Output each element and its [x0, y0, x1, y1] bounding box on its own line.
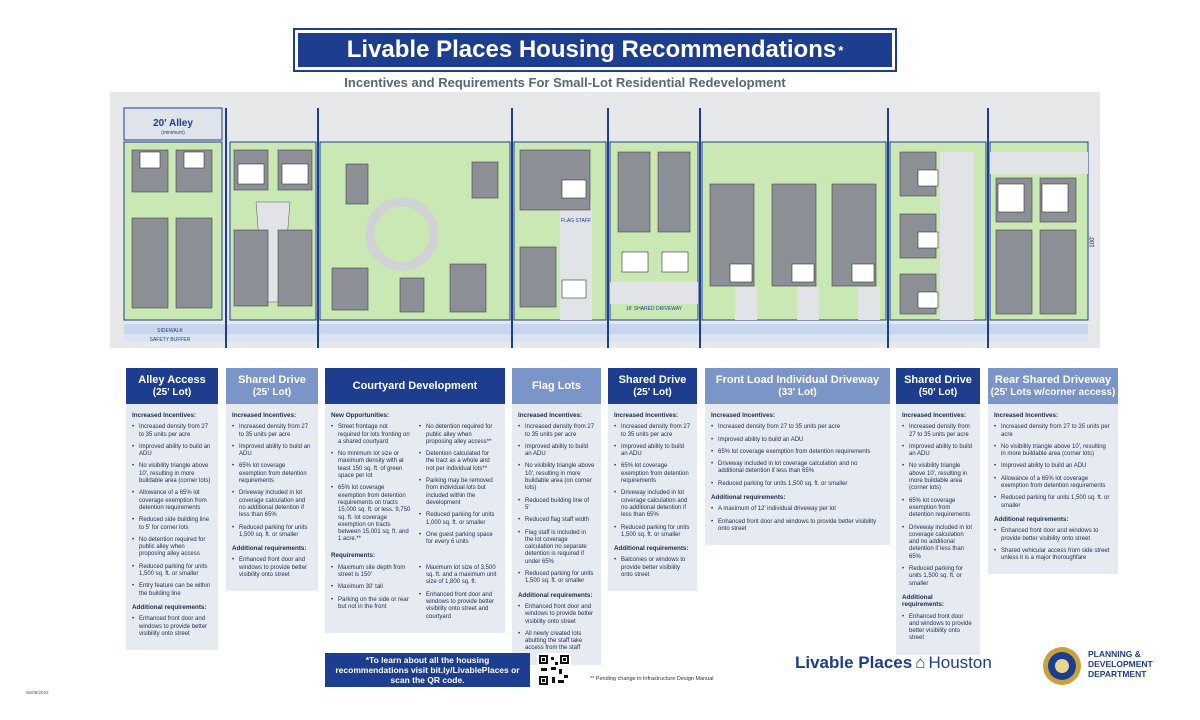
- recommendation-card: [512, 368, 601, 665]
- card-title: Shared Drive: [618, 373, 687, 386]
- requirements-heading: Additional requirements:: [518, 591, 593, 599]
- driveway-rear: [990, 152, 1088, 174]
- card-header: [126, 368, 218, 404]
- recommendation-card: [226, 368, 318, 591]
- column: [419, 565, 499, 627]
- card-body: [126, 404, 218, 650]
- qr-finder-dot: [542, 679, 545, 682]
- recommendation-card: [325, 368, 505, 633]
- building: [472, 162, 498, 198]
- requirement-list: [711, 506, 884, 533]
- card-title: Shared Drive: [238, 373, 306, 386]
- garage-icon: [184, 152, 204, 168]
- qr-module: [555, 662, 558, 665]
- requirement-list: [994, 528, 1112, 562]
- opportunity-item: • Parking may be removed from individual lots but included within the development: [419, 478, 499, 507]
- card-body: [608, 404, 697, 591]
- incentive-item: • No visibility triangle above 10', resulting in more buildable area (on corner lots): [518, 463, 595, 492]
- card-header: [988, 368, 1118, 404]
- card-header: [226, 368, 318, 404]
- requirement-item: • Enhanced front door and windows to provide better visibility onto street and courtyard: [419, 592, 499, 621]
- card-title: Alley Access: [138, 373, 206, 386]
- shared-driveway-label: 16' SHARED DRIVEWAY: [625, 306, 683, 312]
- livable-places-logo: [795, 653, 992, 673]
- requirement-item: • Enhanced front door and windows to provide better visibility onto street: [232, 557, 312, 579]
- card-subtitle: (25' Lot): [152, 386, 192, 398]
- incentive-item: • Driveway included in lot coverage calculation and no additional detention if less than 65%: [711, 461, 884, 476]
- garage-icon: [852, 264, 874, 282]
- card-body: [325, 404, 505, 633]
- title-text: Livable Places Housing Recommendations: [346, 36, 837, 63]
- incentives-heading: Increased Incentives:: [902, 412, 967, 419]
- requirement-item: • Enhanced front door and windows to provide better visibility onto street: [518, 604, 595, 626]
- card-subtitle: (50' Lot): [918, 386, 958, 398]
- requirements-columns: [331, 565, 499, 627]
- alley-label: 20' Alley: [153, 118, 193, 129]
- date-stamp: 06/08/2023: [26, 690, 49, 695]
- opportunity-item: • 65% lot coverage exemption from detention requirements on tracts 15,000 sq. ft. or less. 9,750 sq. ft. lot coverage exemption on tracts between 15,001 sq. ft. and 1 acre.**: [331, 485, 411, 543]
- pending-footnote: ** Pending change in Infrastructure Design Manual: [590, 676, 714, 682]
- requirement-list: [902, 614, 974, 643]
- qr-module: [551, 667, 556, 670]
- requirements-heading: Additional requirements:: [994, 515, 1069, 523]
- requirement-list: [419, 565, 499, 621]
- incentive-item: • Improved ability to build an ADU: [132, 444, 212, 459]
- opportunities-columns: [331, 424, 499, 552]
- requirement-item: • Enhanced front door and windows to provide better visibility onto street: [132, 616, 212, 638]
- city-seal-icon: [1042, 646, 1082, 686]
- opportunity-item: • Reduced parking for units 1,000 sq. ft. or smaller: [419, 512, 499, 527]
- incentive-item: • Reduced flag staff width: [518, 517, 595, 524]
- requirements-heading: Additional requirements:: [232, 545, 307, 553]
- courtyard-green: [382, 214, 422, 254]
- incentive-item: • Reduced parking for units 1,500 sq. ft. or smaller: [711, 481, 884, 488]
- site-plan-diagram: [110, 92, 1100, 348]
- driveway-front-1: [735, 287, 757, 320]
- incentive-item: • Increased density from 27 to 35 units per acre: [232, 424, 312, 439]
- incentive-item: • No detention required for public alley when proposing alley access: [132, 537, 212, 559]
- incentive-item: • No visibility triangle above 10', resulting in more buildable area (corner lots): [902, 463, 974, 492]
- seal-core: [1055, 659, 1069, 673]
- card-subtitle: (25' Lots w/corner access): [990, 386, 1116, 398]
- requirement-list: [518, 604, 595, 653]
- incentive-item: • Flag staff is included in the lot coverage calculation no separate detention is required if under 65%: [518, 530, 595, 566]
- card-header: [705, 368, 890, 404]
- building: [520, 247, 556, 307]
- incentive-item: • Allowance of a 65% lot coverage exemption from detention requirements: [132, 490, 212, 512]
- title-footnote-mark: *: [838, 42, 844, 58]
- garage-icon: [238, 164, 264, 184]
- opportunity-item: • One guest parking space for every 6 units: [419, 532, 499, 547]
- requirements-heading: Additional requirements:: [614, 545, 689, 553]
- incentive-item: • Improved ability to build an ADU: [518, 444, 595, 459]
- requirements-heading: Requirements:: [331, 552, 376, 560]
- dept-line: DEPARTMENT: [1088, 669, 1147, 679]
- incentive-item: • Improved ability to build an ADU: [902, 444, 974, 459]
- building: [400, 278, 424, 312]
- card-header: [325, 368, 505, 404]
- opportunity-item: • No detention required for public alley when proposing alley access**: [419, 424, 499, 446]
- requirement-item: • Balconies or windows to provide better visibility onto street: [614, 557, 691, 579]
- garage-icon: [622, 252, 648, 272]
- incentive-list: [232, 424, 312, 539]
- garage-icon: [998, 184, 1024, 212]
- column: [331, 565, 411, 627]
- incentive-item: • Allowance of a 65% lot coverage exemption from detention requirements: [994, 476, 1112, 491]
- card-body: [896, 404, 980, 655]
- requirement-list: [132, 616, 212, 638]
- driveway-shared-25b: [610, 282, 698, 304]
- incentives-heading: Increased Incentives:: [994, 412, 1059, 419]
- qr-finder-dot: [563, 658, 566, 661]
- card-subtitle: (25' Lot): [252, 386, 292, 398]
- card-title: Courtyard Development: [352, 379, 478, 392]
- qr-finder-dot: [542, 658, 545, 661]
- incentive-list: [711, 424, 884, 488]
- garage-icon: [792, 264, 814, 282]
- page-subtitle: Incentives and Requirements For Small-Lot Residential Redevelopment: [344, 75, 786, 90]
- incentive-list: [902, 424, 974, 588]
- qr-module: [559, 669, 562, 674]
- card-header: [896, 368, 980, 404]
- incentive-item: • Increased density from 27 to 35 units per acre: [132, 424, 212, 439]
- brand-city: Houston: [928, 653, 992, 672]
- requirement-list: [331, 565, 411, 611]
- brand-name: Livable Places: [795, 653, 913, 672]
- page-title: [295, 30, 895, 70]
- incentive-item: • Reduced parking for units 1,500 sq. ft. or smaller: [232, 525, 312, 540]
- incentive-item: • Reduced parking for units 1,500 sq. ft. or smaller: [902, 566, 974, 588]
- garage-icon: [140, 152, 160, 168]
- building: [132, 218, 168, 308]
- alley-sub-label: (minimum): [161, 130, 185, 136]
- learn-more-note: *To learn about all the housing recommendations visit bit.ly/LivablePlaces or scan the QR code.: [325, 653, 530, 687]
- opportunities-heading: New Opportunities:: [331, 412, 390, 419]
- incentive-item: • 65% lot coverage exemption from detention requirements: [711, 449, 884, 456]
- incentive-item: • Reduced building line of 5': [518, 498, 595, 513]
- dept-line: DEVELOPMENT: [1088, 659, 1153, 669]
- card-title: Flag Lots: [532, 379, 581, 392]
- driveway-shared-50: [940, 152, 974, 320]
- incentive-item: • Reduced side building line to 5' for corner lots: [132, 517, 212, 532]
- house-icon: ⌂: [915, 653, 926, 672]
- incentive-item: • 65% lot coverage exemption from detention requirements: [614, 463, 691, 485]
- sidewalk-label: SIDEWALK: [157, 328, 183, 334]
- garage-icon: [918, 292, 938, 308]
- requirements-heading: Additional requirements:: [902, 593, 944, 609]
- garage-icon: [918, 232, 938, 248]
- card-header: [512, 368, 601, 404]
- incentive-item: • Driveway included in lot coverage calculation and no additional detention if less than 65%: [614, 490, 691, 519]
- requirement-item: • Enhanced front door and windows to provide better visibility onto street: [902, 614, 974, 643]
- incentive-item: • Reduced parking for units 1,500 sq. ft. or smaller: [994, 495, 1112, 510]
- requirement-item: • Enhanced front door and windows to provide better visibility onto street: [994, 528, 1112, 543]
- building: [234, 230, 268, 306]
- incentives-heading: Increased Incentives:: [711, 412, 776, 419]
- requirement-list: [614, 557, 691, 579]
- card-body: [988, 404, 1118, 574]
- incentive-item: • Increased density from 27 to 35 units per acre: [994, 424, 1112, 439]
- card-title: Rear Shared Driveway: [994, 373, 1112, 386]
- requirement-item: • A maximum of 12' individual driveway per lot: [711, 506, 884, 513]
- building: [996, 230, 1032, 314]
- incentives-heading: Increased Incentives:: [132, 412, 197, 419]
- card-header: [608, 368, 697, 404]
- flag-staff-label: FLAG STAFF: [561, 218, 591, 224]
- building: [176, 218, 212, 308]
- garage-icon: [662, 252, 688, 272]
- incentive-list: [518, 424, 595, 585]
- incentive-item: • Driveway included in lot coverage calculation and no additional detention if less than 65%: [232, 490, 312, 519]
- garage-icon: [918, 170, 938, 186]
- recommendation-card: [896, 368, 980, 655]
- card-subtitle: (33' Lot): [778, 386, 817, 398]
- card-body: [705, 404, 890, 545]
- garage-icon: [282, 164, 308, 184]
- incentive-item: • Improved ability to build an ADU: [994, 463, 1112, 470]
- opportunity-item: • Street frontage not required for lots fronting on a shared courtyard: [331, 424, 411, 446]
- incentives-heading: Increased Incentives:: [614, 412, 679, 419]
- opportunity-list: [331, 424, 411, 543]
- opportunity-list: [419, 424, 499, 546]
- recommendation-card: [126, 368, 218, 650]
- qr-module: [551, 657, 554, 660]
- depth-label: 100': [1090, 236, 1096, 248]
- building: [278, 230, 312, 306]
- qr-module: [552, 677, 555, 683]
- requirements-heading: Additional requirements:: [711, 494, 786, 502]
- requirement-list: [232, 557, 312, 579]
- building: [658, 152, 690, 232]
- incentive-item: • Reduced parking for units 1,500 sq. ft. or smaller: [518, 571, 595, 586]
- requirement-item: • Maximum site depth from street is 150': [331, 565, 411, 580]
- card-body: [512, 404, 601, 665]
- incentive-item: • Improved ability to build an ADU: [614, 444, 691, 459]
- opportunity-item: • No minimum lot size or maximum density with at least 150 sq. ft. of green space per lot: [331, 451, 411, 480]
- incentive-item: • Improved ability to build an ADU: [711, 437, 884, 444]
- incentives-heading: Increased Incentives:: [232, 412, 297, 419]
- safety-buffer-band: [124, 334, 1088, 342]
- requirement-item: • Maximum lot size of 3,500 sq. ft. and a maximum unit size of 1,800 sq. ft.: [419, 565, 499, 587]
- card-title: Shared Drive: [904, 373, 972, 386]
- incentive-item: • Increased density from 27 to 35 units per acre: [518, 424, 595, 439]
- garage-icon: [562, 280, 586, 298]
- incentive-item: • Reduced parking for units 1,500 sq. ft. or smaller: [132, 564, 212, 579]
- recommendation-card: [705, 368, 890, 545]
- requirement-item: • Maximum 30' tall: [331, 584, 411, 591]
- incentive-list: [614, 424, 691, 539]
- card-title: Front Load Individual Driveway: [715, 373, 880, 386]
- driveway-front-2: [797, 287, 819, 320]
- incentive-item: • Driveway included in lot coverage calculation and no additional detention if less than 65%: [902, 525, 974, 561]
- qr-module: [558, 680, 564, 683]
- building: [1040, 230, 1076, 314]
- incentive-list: [132, 424, 212, 598]
- recommendation-card: [988, 368, 1118, 574]
- building: [332, 268, 368, 310]
- sidewalk-band: [124, 324, 1088, 334]
- incentive-item: • Entry feature can be within the building line: [132, 583, 212, 598]
- incentive-list: [994, 424, 1112, 510]
- incentive-item: • Increased density from 27 to 35 units per acre: [902, 424, 974, 439]
- qr-code-icon[interactable]: [537, 653, 571, 687]
- incentive-item: • Improved ability to build an ADU: [232, 444, 312, 459]
- requirements-heading: Additional requirements:: [132, 603, 207, 611]
- building: [346, 164, 368, 204]
- requirement-item: • Shared vehicular access from side street unless it is a major thoroughfare: [994, 548, 1112, 563]
- safety-buffer-label: SAFETY BUFFER: [149, 337, 191, 343]
- qr-module: [564, 675, 568, 678]
- building: [450, 264, 486, 312]
- garage-icon: [730, 264, 752, 282]
- incentive-item: • Increased density from 27 to 35 units per acre: [711, 424, 884, 431]
- incentives-heading: Increased Incentives:: [518, 412, 583, 419]
- garage-icon: [1042, 184, 1068, 212]
- incentive-item: • No visibility triangle above 10', resulting in more buildable area (corner lots): [994, 444, 1112, 459]
- incentive-item: • Increased density from 27 to 35 units per acre: [614, 424, 691, 439]
- department-name: [1088, 649, 1153, 679]
- recommendation-card: [608, 368, 697, 591]
- opportunity-item: • Detention calculated for the tract as a whole and not per individual lots**: [419, 451, 499, 473]
- requirement-item: • All newly created lots abutting the staff take access from the staff: [518, 631, 595, 653]
- column: [419, 424, 499, 552]
- column: [331, 424, 411, 552]
- card-body: [226, 404, 318, 591]
- requirement-item: • Enhanced front door and windows to provide better visibility onto street: [711, 519, 884, 534]
- qr-module: [541, 668, 547, 671]
- requirement-item: • Parking on the side or rear but not in the front: [331, 597, 411, 612]
- incentive-item: • No visibility triangle above 10', resulting in more buildable area (corner lots): [132, 463, 212, 485]
- incentive-item: • 65% lot coverage exemption from detention requirements: [902, 498, 974, 520]
- incentive-item: • Reduced parking for units 1,500 sq. ft. or smaller: [614, 525, 691, 540]
- building: [618, 152, 650, 232]
- driveway-front-3: [858, 287, 880, 320]
- card-subtitle: (25' Lot): [633, 386, 672, 398]
- dept-line: PLANNING &: [1088, 649, 1141, 659]
- garage-icon: [562, 180, 586, 198]
- incentive-item: • 65% lot coverage exemption from detention requirements: [232, 463, 312, 485]
